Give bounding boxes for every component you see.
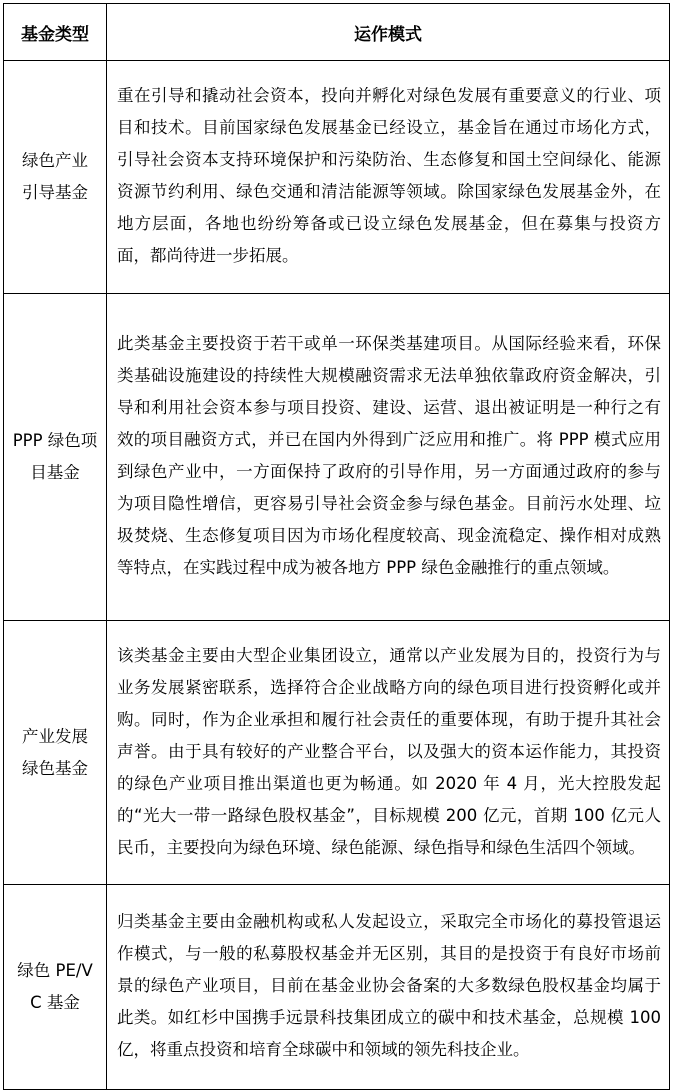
table-header-row xyxy=(4,4,670,61)
header-operation-mode: 运作模式 xyxy=(107,4,670,61)
operation-mode-cell: 重在引导和撬动社会资本，投向并孵化对绿色发展有重要意义的行业、项目和技术。目前国家绿色发展基金已经设立，基金旨在通过市场化方式，引导社会资本支持环境保护和污染防治、生态修复和国土空间绿化、能源资源节约利用、绿色交通和清洁能源等领域。除国家绿色发展基金外，在地方层面，各地也纷纷筹备或已设立绿色发展基金，但在募集与投资方面，都尚待进一步拓展。 xyxy=(107,61,670,294)
operation-mode-cell: 归类基金主要由金融机构或私人发起设立，采取完全市场化的募投管退运作模式，与一般的私募股权基金并无区别，其目的是投资于有良好市场前景的绿色产业项目，目前在基金业协会备案的大多数绿色股权基金均属于此类。如红杉中国携手远景科技集团成立的碳中和技术基金，总规模 100 亿，将重点投资和培育全球碳中和领域的领先科技企业。 xyxy=(107,885,670,1090)
table-row xyxy=(4,61,670,294)
table-row xyxy=(4,294,670,621)
header-fund-type: 基金类型 xyxy=(4,4,107,61)
operation-mode-cell: 此类基金主要投资于若干或单一环保类基建项目。从国际经验来看，环保类基础设施建设的持续性大规模融资需求无法单独依靠政府资金解决，引导和利用社会资本参与项目投资、建设、运营、退出被证明是一种行之有效的项目融资方式，并已在国内外得到广泛应用和推广。将 PPP 模式应用到绿色产业中，一方面保持了政府的引导作用，另一方面通过政府的参与为项目隐性增信，更容易引导社会资金参与绿色基金。目前污水处理、垃圾焚烧、生态修复项目因为市场化程度较高、现金流稳定、操作相对成熟等特点，在实践过程中成为被各地方 PPP 绿色金融推行的重点领域。 xyxy=(107,294,670,621)
fund-type-cell: PPP 绿色项目基金 xyxy=(4,294,107,621)
fund-type-cell: 绿色产业引导基金 xyxy=(4,61,107,294)
fund-type-cell: 产业发展绿色基金 xyxy=(4,621,107,885)
green-fund-table xyxy=(3,3,670,1090)
table-row xyxy=(4,885,670,1090)
fund-type-cell: 绿色 PE/VC 基金 xyxy=(4,885,107,1090)
operation-mode-cell: 该类基金主要由大型企业集团设立，通常以产业发展为目的，投资行为与业务发展紧密联系，选择符合企业战略方向的绿色项目进行投资孵化或并购。同时，作为企业承担和履行社会责任的重要体现，有助于提升其社会声誉。由于具有较好的产业整合平台，以及强大的资本运作能力，其投资的绿色产业项目推出渠道也更为畅通。如 2020 年 4 月，光大控股发起的“光大一带一路绿色股权基金”，目标规模 200 亿元，首期 100 亿元人民币，主要投向为绿色环境、绿色能源、绿色指导和绿色生活四个领域。 xyxy=(107,621,670,885)
table-row xyxy=(4,621,670,885)
